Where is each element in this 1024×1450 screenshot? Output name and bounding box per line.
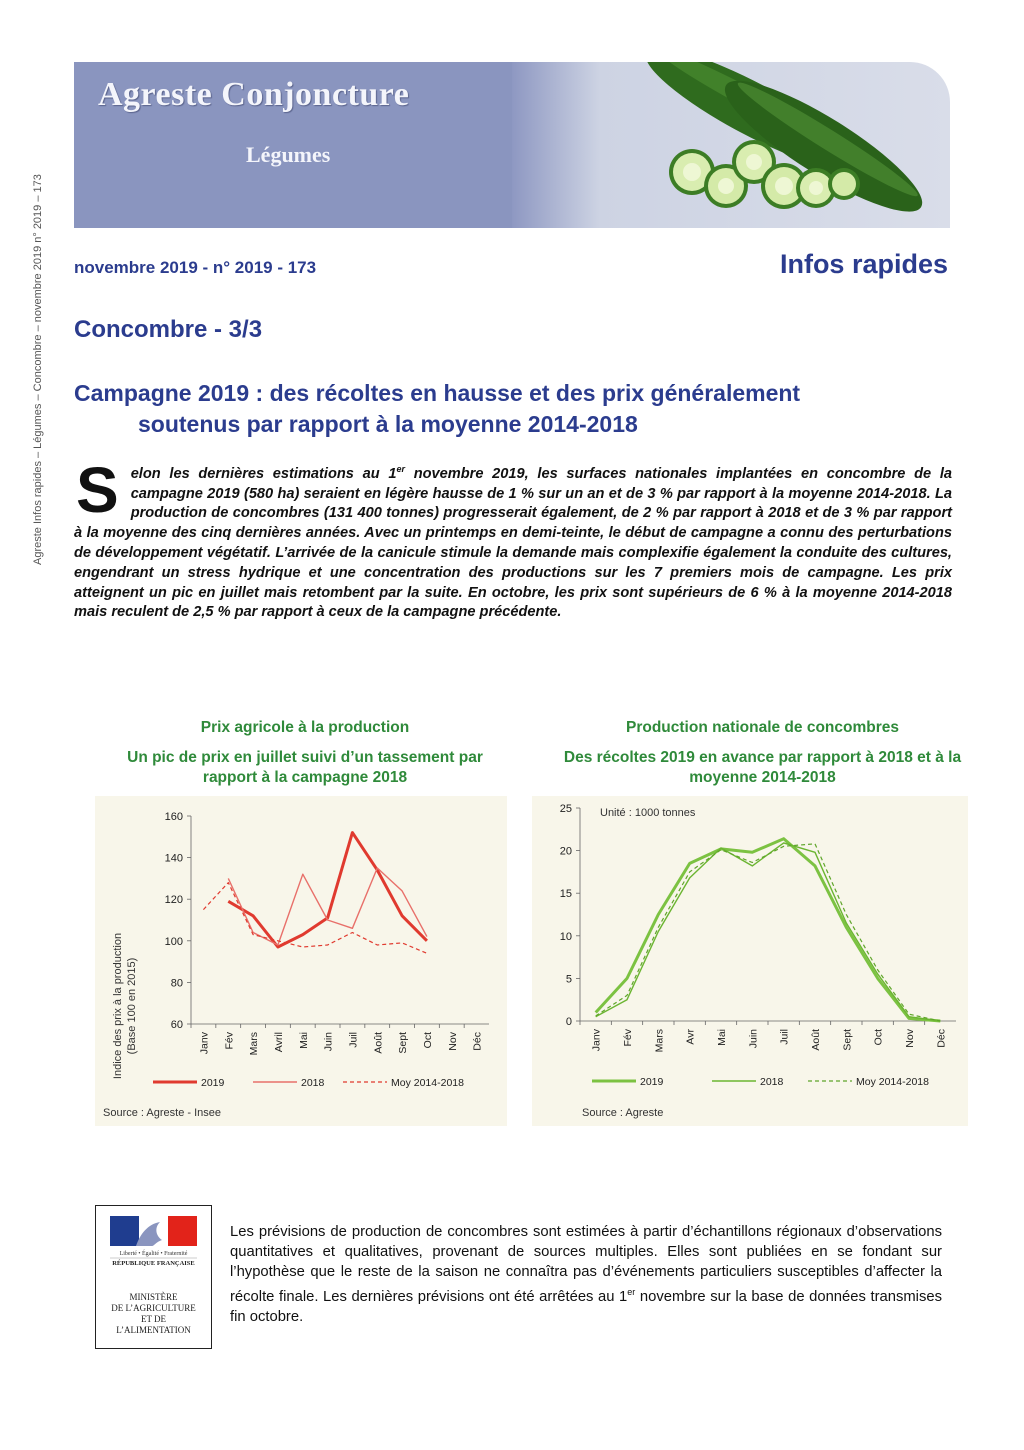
y-tick-label: 80 xyxy=(170,977,183,990)
x-tick-label: Mai xyxy=(297,1032,310,1049)
ministry-logo xyxy=(95,1205,212,1349)
series-name: Infos rapides xyxy=(779,249,948,279)
x-tick-label: Juin xyxy=(322,1032,335,1052)
publication-title: Agreste Conjoncture xyxy=(98,76,410,113)
production-subheading-line1: Des récoltes 2019 en avance par rapport à 2018 et à la xyxy=(563,749,962,766)
y-tick-label: 5 xyxy=(565,973,572,986)
x-tick-label: Nov xyxy=(446,1032,459,1051)
y-tick-label: 140 xyxy=(164,852,183,865)
production-chart-panel xyxy=(532,796,968,1126)
headline xyxy=(74,378,954,440)
price-chart xyxy=(95,796,507,1126)
methodology-note xyxy=(230,1222,942,1327)
drop-cap: S xyxy=(76,454,119,526)
x-tick-label: Juil xyxy=(347,1032,360,1048)
x-tick-label: Déc xyxy=(935,1029,948,1048)
legend-label: 2019 xyxy=(201,1077,225,1089)
x-tick-label: Janv xyxy=(198,1032,211,1055)
x-tick-label: Août xyxy=(372,1032,385,1054)
series-line-moy-2014-2018 xyxy=(203,883,427,954)
price-ylabel-line1: Indice des prix à la production xyxy=(112,932,124,1080)
price-chart-heading: Prix agricole à la production xyxy=(200,719,410,736)
y-tick-label: 20 xyxy=(559,845,572,858)
x-tick-label: Mars xyxy=(653,1029,666,1053)
y-tick-label: 15 xyxy=(559,888,572,901)
header-banner xyxy=(74,62,950,228)
legend-label: Moy 2014-2018 xyxy=(391,1077,464,1089)
price-chart-panel xyxy=(95,796,507,1126)
x-tick-label: Déc xyxy=(471,1032,484,1051)
production-chart-heading: Production nationale de concombres xyxy=(625,719,899,736)
x-tick-label: Avril xyxy=(272,1032,285,1053)
x-tick-label: Août xyxy=(810,1029,822,1051)
x-tick-label: Sept xyxy=(397,1032,410,1054)
production-chart xyxy=(532,796,968,1126)
x-tick-label: Mars xyxy=(248,1032,261,1056)
x-tick-label: Fév xyxy=(223,1032,236,1050)
lead-paragraph xyxy=(74,454,953,623)
y-tick-label: 120 xyxy=(164,894,183,907)
y-tick-label: 10 xyxy=(559,930,572,943)
x-tick-label: Oct xyxy=(421,1032,434,1049)
ministry-line3: ET DE xyxy=(140,1314,167,1324)
ministry-name xyxy=(96,1292,211,1336)
production-unit: Unité : 1000 tonnes xyxy=(600,807,696,819)
note-text-start: Les prévisions de production de concombres sont estimées à partir d’échantillons régionaux d’observations quantitatives et qualitatives, provenant de sources multiples. Elles sont publiées en se fondant sur l’hypothèse que le reste de la saison ne connaîtra pas d’événements particuliers susceptibles d’affecter la récolte finale. Les dernières prévisions ont été arrêtées au 1 xyxy=(230,1224,942,1305)
y-tick-label: 100 xyxy=(164,935,183,948)
headline-line1: Campagne 2019 : des récoltes en hausse et des prix généralement xyxy=(74,380,801,406)
cucumber-illustration xyxy=(594,62,950,228)
series-line-2019 xyxy=(596,839,941,1021)
section-title: Concombre - 3/3 xyxy=(74,316,263,343)
legend-label: 2018 xyxy=(301,1077,325,1089)
headline-line2: soutenus par rapport à la moyenne 2014-2018 xyxy=(138,411,638,437)
y-tick-label: 0 xyxy=(565,1016,572,1028)
publication-subtitle: Légumes xyxy=(246,142,331,167)
series-line-2019 xyxy=(228,833,427,947)
x-tick-label: Janv xyxy=(590,1029,603,1052)
legend-label: 2018 xyxy=(760,1076,784,1088)
lead-text-start: elon les dernières estimations au 1 xyxy=(130,465,397,482)
ministry-line4: L’ALIMENTATION xyxy=(116,1325,191,1335)
rf-name: RÉPUBLIQUE FRANÇAISE xyxy=(112,1260,195,1267)
x-tick-label: Oct xyxy=(872,1029,885,1046)
production-subheading-line2: moyenne 2014-2018 xyxy=(689,769,836,786)
x-tick-label: Juin xyxy=(747,1029,760,1049)
legend-label: 2019 xyxy=(640,1076,664,1088)
price-ylabel-line2: (Base 100 en 2015) xyxy=(126,957,138,1055)
production-chart-subheading xyxy=(530,748,995,788)
rf-motto: Liberté • Égalité • Fraternité xyxy=(119,1251,188,1257)
legend-label: Moy 2014-2018 xyxy=(856,1076,929,1088)
ministry-line1: MINISTÈRE xyxy=(129,1292,178,1302)
price-subheading-line2: rapport à la campagne 2018 xyxy=(202,769,408,786)
x-tick-label: Avr xyxy=(684,1029,697,1045)
note-superscript: er xyxy=(627,1287,636,1297)
price-subheading-line1: Un pic de prix en juillet suivi d’un tassement par xyxy=(127,749,483,766)
y-tick-label: 60 xyxy=(170,1019,183,1031)
side-reference-text: Agreste Infos rapides – Légumes – Concombre – novembre 2019 n° 2019 – 173 xyxy=(32,174,44,565)
lead-text-rest: novembre 2019, les surfaces nationales implantées en concombre de la campagne 2019 (580 ha) seraient en légère hausse de 1 % sur un an et de 3 % par rapport à la moyenne 2014-2018. La production de concombres (131 400 tonnes) progresserait également, de 2 % par rapport à 2018 et de 3 % par rapport à la moyenne des cinq dernières années. Avec un printemps en demi-teinte, le début de campagne a connu des perturbations de développement végétatif. L’arrivée de la canicule stimule la demande mais complexifie également la conduite des cultures, engendrant un stress hydrique et une concentration des productions sur les 7 premiers mois de campagne. Les prix atteignent un pic en juillet mais retombent par la suite. En octobre, les prix sont supérieurs de 6 % à la moyenne 2014-2018 mais reculent de 2,5 % par rapport à ceux de la campagne précédente. xyxy=(74,465,953,621)
x-tick-label: Fév xyxy=(622,1029,634,1047)
production-source: Source : Agreste xyxy=(582,1107,664,1119)
x-tick-label: Mai xyxy=(716,1029,728,1046)
x-tick-label: Juil xyxy=(778,1029,791,1045)
y-tick-label: 25 xyxy=(559,803,572,815)
lead-superscript: er xyxy=(396,464,405,474)
price-chart-subheading xyxy=(90,748,520,788)
y-tick-label: 160 xyxy=(164,811,183,823)
ministry-line2: DE L’AGRICULTURE xyxy=(111,1303,196,1313)
issue-date: novembre 2019 - n° 2019 - 173 xyxy=(74,258,317,277)
x-tick-label: Nov xyxy=(904,1029,916,1048)
note-text-rest: novembre sur la base de données transmises fin octobre. xyxy=(230,1288,942,1325)
x-tick-label: Sept xyxy=(841,1029,854,1051)
price-source: Source : Agreste - Insee xyxy=(103,1107,222,1119)
